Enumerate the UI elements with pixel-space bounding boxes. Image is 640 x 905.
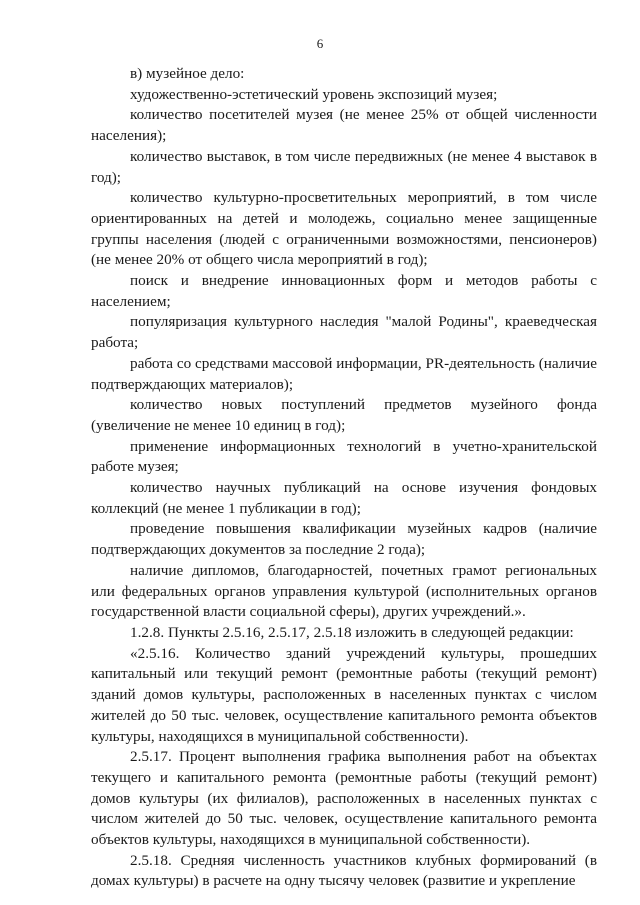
paragraph-2-5-17: 2.5.17. Процент выполнения графика выполнения работ на объектах текущего и капитального ремонта (ремонтные работы (текущий ремонт) домов культуры (их филиалов), расположенных в населенных пунктах с числом жителей до 50 тыс. человек, осуществление капитального ремонта объектов культуры, находящихся в муниципальной собственности). xyxy=(91,748,597,849)
paragraph-new-items: количество новых поступлений предметов музейного фонда (увеличение не менее 10 единиц в год); xyxy=(91,396,597,434)
paragraph-innovation: поиск и внедрение инновационных форм и методов работы с населением; xyxy=(91,272,597,310)
paragraph-heritage: популяризация культурного наследия "малой Родины", краеведческая работа; xyxy=(91,313,597,352)
paragraph-cultural-events: количество культурно-просветительных мероприятий, в том числе ориентированных на детей и молодежь, социально менее защищенные группы населения (людей с ограниченными возможностями, пенсионеров) (не менее 20% от общего числа мероприятий в год); xyxy=(91,189,597,269)
paragraph-qualification: проведение повышения квалификации музейных кадров (наличие подтверждающих документов за последние 2 года); xyxy=(91,520,597,559)
paragraph-visitors: количество посетителей музея (не менее 25% от общей численности населения); xyxy=(91,106,597,145)
paragraph-exposition-level: художественно-эстетический уровень экспозиций музея; xyxy=(130,85,498,103)
paragraph-exhibitions: количество выставок, в том числе передвижных (не менее 4 выставок в год); xyxy=(91,147,597,186)
paragraph-media: работа со средствами массовой информации, PR-деятельность (наличие подтверждающих материалов); xyxy=(91,354,597,393)
paragraph-publications: количество научных публикаций на основе изучения фондовых коллекций (не менее 1 публикации в год); xyxy=(91,479,597,517)
paragraph-it: применение информационных технологий в учетно-хранительской работе музея; xyxy=(91,437,597,476)
paragraph-awards: наличие дипломов, благодарностей, почетных грамот региональных или федеральных органов управления культурой (исполнительных органов государственной власти социальной сферы), других учреждений.». xyxy=(91,561,597,621)
paragraph-2-5-18: 2.5.18. Средняя численность участников клубных формирований (в домах культуры) в расчете на одну тысячу человек (развитие и укрепление xyxy=(91,851,597,890)
document-body xyxy=(91,64,597,892)
paragraph-2-5-16: «2.5.16. Количество зданий учреждений культуры, прошедших капитальный или текущий ремонт (ремонтные работы (текущий ремонт) зданий домов культуры, расположенных в населенных пунктах с числом жителей до 50 тыс. человек, осуществление капитального ремонта объектов культуры, находящихся в муниципальной собственности). xyxy=(91,644,597,745)
paragraph-museum-heading: в) музейное дело: xyxy=(130,65,245,82)
page-number: 6 xyxy=(316,36,324,51)
paragraph-1-2-8: 1.2.8. Пункты 2.5.16, 2.5.17, 2.5.18 изложить в следующей редакции: xyxy=(130,623,574,641)
